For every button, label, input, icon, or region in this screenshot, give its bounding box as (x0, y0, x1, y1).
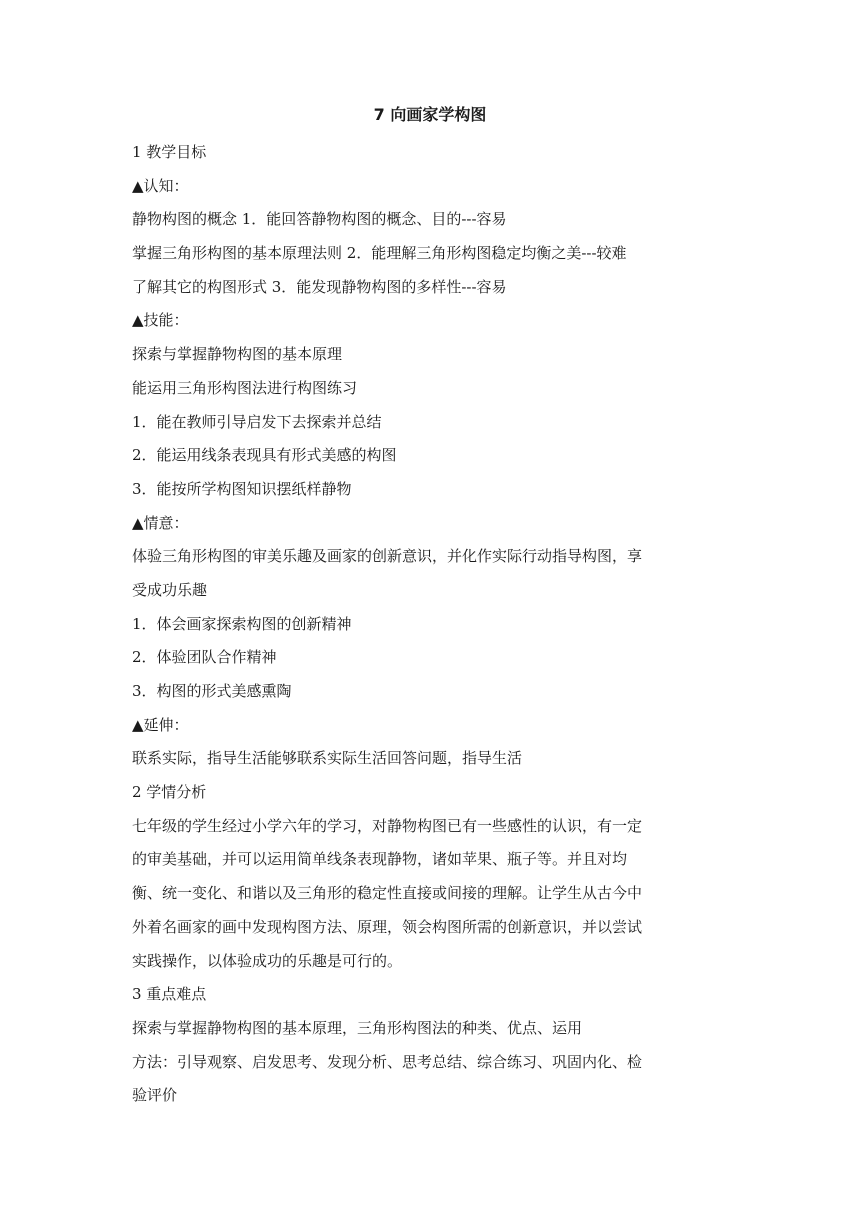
paragraph-line: 能运用三角形构图法进行构图练习 (132, 378, 358, 397)
paragraph-line: 掌握三角形构图的基本原理法则 2．能理解三角形构图稳定均衡之美---较难 (132, 244, 627, 263)
paragraph-line: 实践操作，以体验成功的乐趣是可行的。 (132, 951, 403, 970)
list-item: 2．体验团队合作精神 (132, 648, 277, 667)
subheading-affect: ▲情意： (132, 513, 189, 532)
paragraph-line: 静物构图的概念 1．能回答静物构图的概念、目的---容易 (132, 210, 507, 229)
paragraph-line: 体验三角形构图的审美乐趣及画家的创新意识，并化作实际行动指导构图，享 (132, 547, 643, 566)
paragraph-line: 验评价 (132, 1086, 178, 1105)
subheading-extension: ▲延伸： (132, 715, 189, 734)
list-item: 1．体会画家探索构图的创新精神 (132, 614, 352, 633)
list-item: 3．构图的形式美感熏陶 (132, 682, 292, 700)
subheading-cognition: ▲认知： (132, 176, 189, 195)
list-item: 1．能在教师引导启发下去探索并总结 (132, 412, 382, 431)
paragraph-line: 七年级的学生经过小学六年的学习，对静物构图已有一些感性的认识，有一定 (132, 816, 643, 835)
section-heading-teaching-goals: 1 教学目标 (132, 143, 207, 161)
paragraph-line: 衡、统一变化、和谐以及三角形的稳定性直接或间接的理解。让学生从古今中 (132, 884, 643, 903)
paragraph-line: 外着名画家的画中发现构图方法、原理，领会构图所需的创新意识，并以尝试 (132, 917, 643, 936)
document-body (132, 136, 732, 1113)
paragraph-line: 了解其它的构图形式 3．能发现静物构图的多样性---容易 (132, 277, 507, 296)
section-heading-learner-analysis: 2 学情分析 (132, 783, 207, 802)
paragraph-line: 探索与掌握静物构图的基本原理，三角形构图法的种类、优点、运用 (132, 1018, 583, 1037)
paragraph-line: 探索与掌握静物构图的基本原理 (132, 345, 343, 364)
paragraph-line: 方法：引导观察、启发思考、发现分析、思考总结、综合练习、巩固内化、检 (132, 1052, 643, 1071)
paragraph-line: 联系实际，指导生活能够联系实际生活回答问题，指导生活 (132, 749, 523, 768)
paragraph-line: 受成功乐趣 (132, 580, 208, 599)
subheading-skills: ▲技能： (132, 311, 189, 330)
section-heading-key-difficulties: 3 重点难点 (132, 985, 207, 1004)
list-item: 3．能按所学构图知识摆纸样静物 (132, 479, 352, 498)
list-item: 2．能运用线条表现具有形式美感的构图 (132, 446, 397, 465)
paragraph-line: 的审美基础，并可以运用简单线条表现静物，诸如苹果、瓶子等。并且对均 (132, 850, 628, 869)
document-title: 7 向画家学构图 (373, 105, 487, 124)
